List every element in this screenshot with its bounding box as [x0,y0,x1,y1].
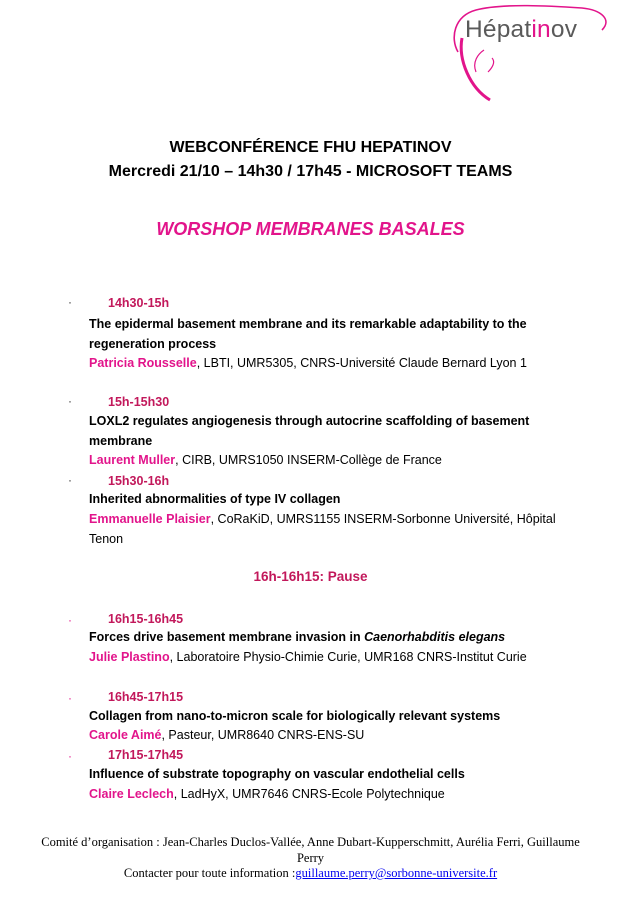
session-speaker-line [89,726,574,746]
speaker-affiliation: , CIRB, UMRS1050 INSERM-Collège de France [175,453,442,467]
session-title: LOXL2 regulates angiogenesis through autocrine scaffolding of basement membrane [89,414,530,448]
session-title: Influence of substrate topography on vascular endothelial cells [89,767,465,781]
bullet-marker: · [68,295,72,309]
session-title: Collagen from nano-to-micron scale for biologically relevant systems [89,709,501,723]
workshop-title: WORSHOP MEMBRANES BASALES [156,219,465,239]
speaker-name: Laurent Muller [89,453,176,467]
session-time: 17h15-17h45 [108,748,184,762]
speaker-affiliation: , Pasteur, UMR8640 CNRS-ENS-SU [161,728,365,742]
speaker-affiliation: , LadHyX, UMR7646 CNRS-Ecole Polytechnique [173,787,445,801]
speaker-name: Claire Leclech [89,787,174,801]
bullet-marker: · [68,691,72,705]
logo-text-part2: in [531,16,551,43]
speaker-affiliation: , Laboratoire Physio-Chimie Curie, UMR168 CNRS-Institut Curie [169,650,527,664]
session-time: 15h-15h30 [108,395,170,409]
session-speaker-line [89,510,574,549]
logo-wordmark [465,16,577,44]
speaker-affiliation: , CoRaKiD, UMRS1155 INSERM-Sorbonne Université, Hôpital Tenon [89,512,556,546]
session-time: 16h15-16h45 [108,612,184,626]
speaker-name: Julie Plastino [89,650,170,664]
session-time: 16h45-17h15 [108,690,184,704]
session-title: The epidermal basement membrane and its remarkable adaptability to the regeneration process [89,317,527,351]
pause-label: 16h-16h15: Pause [253,569,368,584]
session-speaker-line [89,785,574,805]
conference-date: Mercredi 21/10 – 14h30 / 17h45 - MICROSOFT TEAMS [108,163,513,180]
session-title: Inherited abnormalities of type IV collagen [89,492,341,506]
session-title-text: Forces drive basement membrane invasion in [89,630,365,644]
hepatinov-logo [432,2,617,102]
contact-label: Contacter pour toute information : [123,866,296,880]
contact-email-link[interactable]: guillaume.perry@sorbonne-universite.fr [295,866,498,880]
session-speaker-line [89,354,574,374]
contact-line [40,866,581,882]
session-title-species: Caenorhabditis elegans [364,630,506,644]
logo-text-part1: Hépat [465,16,532,43]
session-speaker-line [89,451,574,471]
organising-committee: Comité d’organisation : Jean-Charles Duclos-Vallée, Anne Dubart-Kupperschmitt, Aurélia Ferri, Guillaume Perry [41,835,580,865]
conference-title: WEBCONFÉRENCE FHU HEPATINOV [169,139,452,156]
bullet-marker: · [68,613,72,627]
bullet-marker: · [68,473,72,487]
speaker-affiliation: , LBTI, UMR5305, CNRS-Université Claude Bernard Lyon 1 [196,356,527,370]
speaker-name: Emmanuelle Plaisier [89,512,211,526]
session-title [89,628,569,648]
bullet-marker: · [68,749,72,763]
bullet-marker: · [68,394,72,408]
session-time: 14h30-15h [108,296,170,310]
speaker-name: Carole Aimé [89,728,162,742]
speaker-name: Patricia Rousselle [89,356,197,370]
logo-text-part3: ov [550,16,578,43]
session-time: 15h30-16h [108,474,170,488]
session-speaker-line [89,648,574,668]
